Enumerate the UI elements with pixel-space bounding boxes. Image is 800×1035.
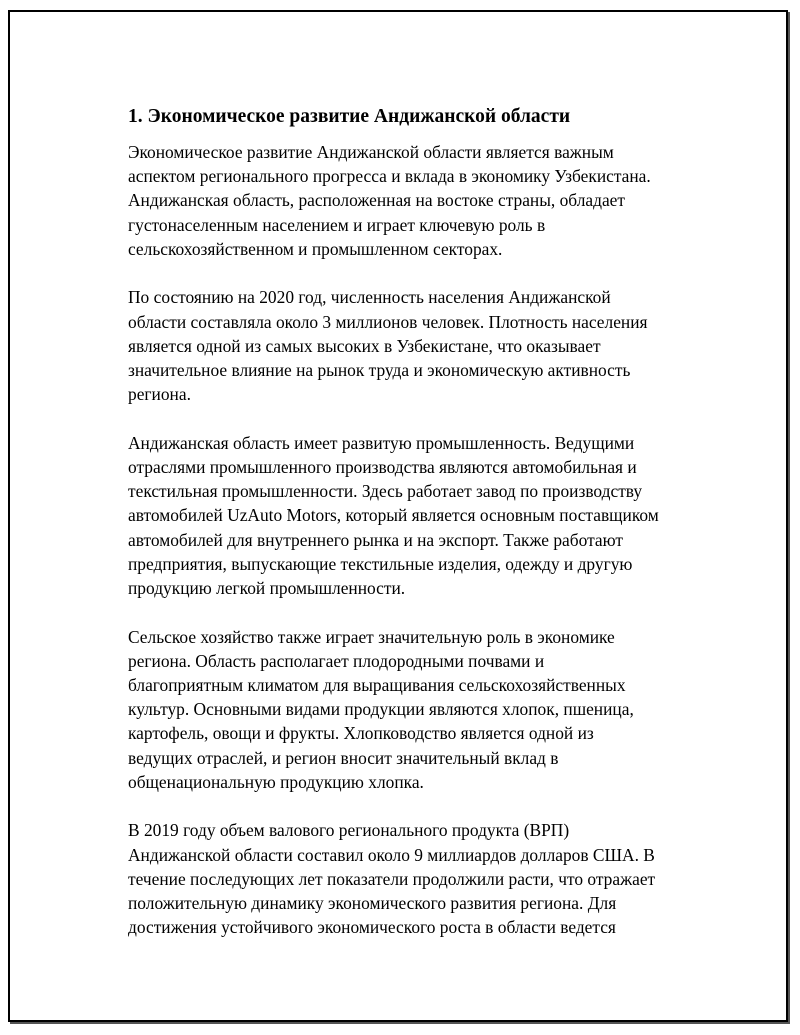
text-line: является одной из самых высоких в Узбекистане, что оказывает xyxy=(128,335,601,356)
text-line: предприятия, выпускающие текстильные изделия, одежду и другую xyxy=(128,553,633,574)
paragraph-intro xyxy=(128,140,702,261)
text-line: густонаселенным населением и играет ключевую роль в xyxy=(128,214,546,235)
text-line: картофель, овощи и фрукты. Хлопководство является одной из xyxy=(128,723,594,744)
text-line: текстильная промышленности. Здесь работает завод по производству xyxy=(128,481,643,502)
text-line: культур. Основными видами продукции являются хлопок, пшеница, xyxy=(128,699,634,720)
text-line: автомобилей для внутреннего рынка и на экспорт. Также работают xyxy=(128,529,623,550)
document-body xyxy=(128,104,702,964)
text-line: Андижанской области составил около 9 миллиардов долларов США. В xyxy=(128,844,655,865)
text-line: региона. Область располагает плодородными почвами и xyxy=(128,650,545,671)
paragraph-population xyxy=(128,285,702,406)
text-line: аспектом регионального прогресса и вклада в экономику Узбекистана. xyxy=(128,166,651,187)
text-line: Андижанская область, расположенная на востоке страны, обладает xyxy=(128,190,625,211)
text-line: ведущих отраслей, и регион вносит значительный вклад в xyxy=(128,747,559,768)
text-line: Экономическое развитие Андижанской области является важным xyxy=(128,142,614,162)
text-line: течение последующих лет показатели продолжили расти, что отражает xyxy=(128,868,656,889)
text-line: По состоянию на 2020 год, численность населения Андижанской xyxy=(128,287,611,308)
section-heading: 1. Экономическое развитие Андижанской области xyxy=(128,106,571,127)
text-line: значительное влияние на рынок труда и экономическую активность xyxy=(128,360,631,381)
text-line: благоприятным климатом для выращивания сельскохозяйственных xyxy=(128,675,626,696)
paragraph-grp xyxy=(128,818,702,939)
paragraph-industry xyxy=(128,431,702,600)
text-line: отраслями промышленного производства являются автомобильная и xyxy=(128,457,637,478)
text-line: положительную динамику экономического развития региона. Для xyxy=(128,893,617,914)
paragraph-agriculture xyxy=(128,625,702,794)
text-line: достижения устойчивого экономического роста в области ведется xyxy=(128,917,616,938)
text-line: Андижанская область имеет развитую промышленность. Ведущими xyxy=(128,432,635,453)
text-line: общенациональную продукцию хлопка. xyxy=(128,771,424,792)
text-line: автомобилей UzAuto Motors, который является основным поставщиком xyxy=(128,505,659,526)
text-line: области составляла около 3 миллионов человек. Плотность населения xyxy=(128,311,648,332)
text-line: сельскохозяйственном и промышленном секторах. xyxy=(128,238,503,259)
text-line: региона. xyxy=(128,384,191,405)
text-line: Сельское хозяйство также играет значительную роль в экономике xyxy=(128,626,615,647)
document-page xyxy=(8,10,788,1022)
text-line: продукцию легкой промышленности. xyxy=(128,578,406,599)
text-line: В 2019 году объем валового регионального продукта (ВРП) xyxy=(128,820,570,841)
